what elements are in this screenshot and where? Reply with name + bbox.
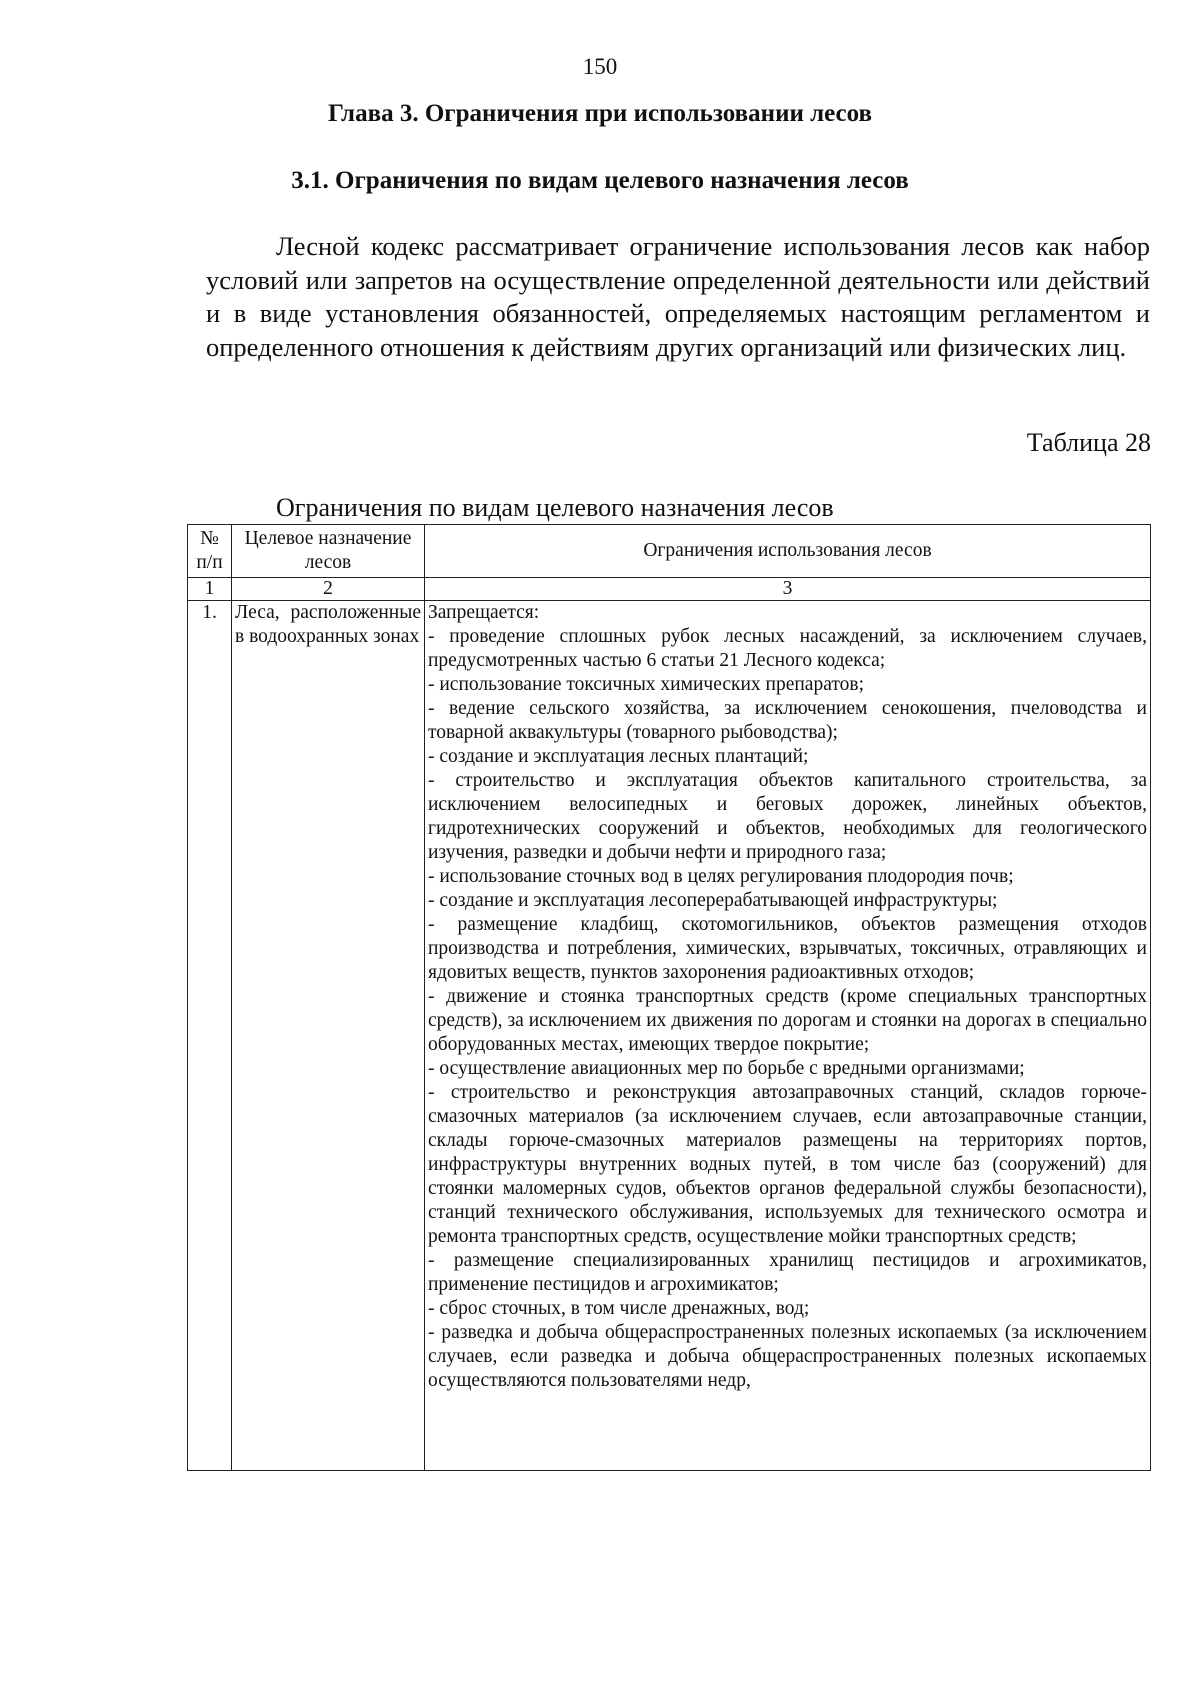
table-row: [188, 601, 1151, 1471]
restriction-item: - использование сточных вод в целях регулирования плодородия почв;: [428, 866, 1014, 887]
row-restrictions: [425, 601, 1151, 1471]
chapter-title: Глава 3. Ограничения при использовании лесов: [327, 100, 873, 127]
restrictions-table: [187, 524, 1151, 1471]
column-number: 3: [425, 578, 1151, 601]
restriction-item: - использование токсичных химических препаратов;: [428, 674, 864, 695]
intro-paragraph: Лесной кодекс рассматривает ограничение использования лесов как набор условий или запретов на осуществление определенной деятельности или действий и в виде установления обязанностей, определяемых настоящим регламентом и определенного отношения к действиям других организаций или физических лиц.: [206, 231, 1150, 362]
restriction-item: - сброс сточных, в том числе дренажных, вод;: [428, 1298, 810, 1319]
restriction-item: - создание и эксплуатация лесных плантаций;: [428, 746, 809, 767]
section-title: 3.1. Ограничения по видам целевого назначения лесов: [291, 167, 909, 194]
restriction-item: - разведка и добыча общераспространенных полезных ископаемых (за исключением случаев, если разведка и добыча общераспространенных полезных ископаемых осуществляются пользователями недр,: [428, 1322, 1147, 1391]
table-caption: Ограничения по видам целевого назначения лесов: [276, 493, 834, 522]
column-number: 1: [188, 578, 232, 601]
restriction-item: - размещение кладбищ, скотомогильников, объектов размещения отходов производства и потребления, химических, взрывчатых, токсичных, отравляющих и ядовитых веществ, пунктов захоронения радиоактивных отходов;: [428, 914, 1147, 983]
column-numbers-row: [188, 578, 1151, 601]
restriction-item: - движение и стоянка транспортных средств (кроме специальных транспортных средств), за исключением их движения по дорогам и стоянки на дорогах в специально оборудованных местах, имеющих твердое покрытие;: [428, 986, 1147, 1055]
row-number: 1.: [188, 601, 232, 1471]
table-header-row: [188, 525, 1151, 578]
restriction-item: - создание и эксплуатация лесоперерабатывающей инфраструктуры;: [428, 890, 998, 911]
restriction-item: - строительство и эксплуатация объектов капитального строительства, за исключением велосипедных и беговых дорожек, линейных объектов, гидротехнических сооружений и объектов, необходимых для геологического изучения, разведки и добычи нефти и природного газа;: [428, 770, 1147, 863]
table-number: Таблица 28: [1026, 428, 1151, 457]
restriction-item: - размещение специализированных хранилищ пестицидов и агрохимикатов, применение пестицидов и агрохимикатов;: [428, 1250, 1147, 1295]
header-restrictions: Ограничения использования лесов: [425, 525, 1151, 578]
page-number: 150: [582, 54, 618, 79]
row-purpose: Леса, расположенные в водоохранных зонах: [232, 601, 425, 1471]
restriction-item: - осуществление авиационных мер по борьбе с вредными организмами;: [428, 1058, 1025, 1079]
header-purpose: Целевое назначение лесов: [232, 525, 425, 578]
column-number: 2: [232, 578, 425, 601]
header-num: № п/п: [188, 525, 232, 578]
restriction-item: - проведение сплошных рубок лесных насаждений, за исключением случаев, предусмотренных частью 6 статьи 21 Лесного кодекса;: [428, 626, 1147, 671]
restriction-item: - ведение сельского хозяйства, за исключением сенокошения, пчеловодства и товарной аквакультуры (товарного рыбоводства);: [428, 698, 1147, 743]
restrictions-intro: Запрещается:: [428, 602, 540, 623]
restriction-item: - строительство и реконструкция автозаправочных станций, складов горюче-смазочных материалов (за исключением случаев, если автозаправочные станции, склады горюче-смазочных материалов размещены на территориях портов, инфраструктуры внутренних водных путей, в том числе баз (сооружений) для стоянки маломерных судов, объектов органов федеральной службы безопасности), станций технического обслуживания, используемых для технического осмотра и ремонта транспортных средств, осуществление мойки транспортных средств;: [428, 1082, 1147, 1247]
